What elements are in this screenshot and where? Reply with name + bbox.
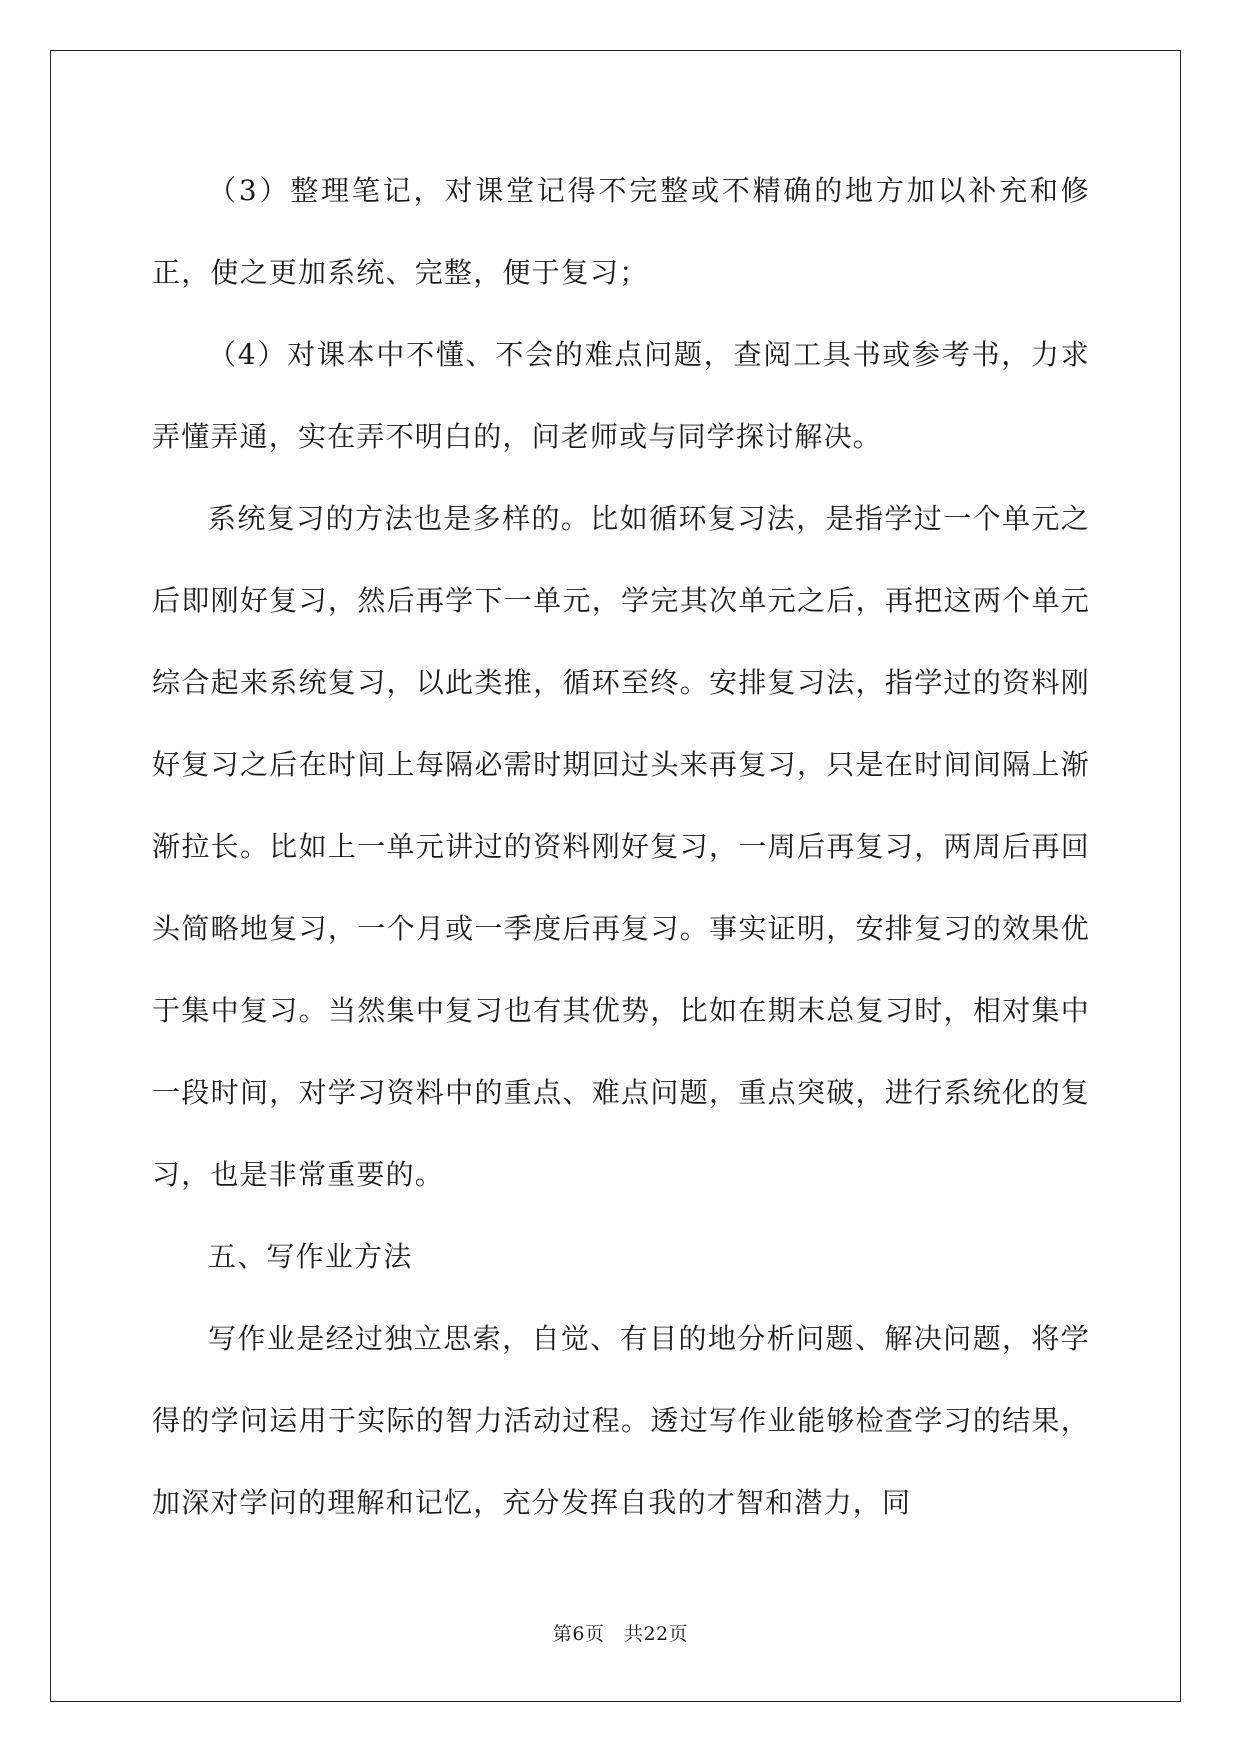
paragraph-difficult-problems: （4）对课本中不懂、不会的难点问题，查阅工具书或参考书，力求弄懂弄通，实在弄不明白的，问老师或与同学探讨解决。 [152,338,1090,453]
section-heading-homework: 五、写作业方法 [208,1240,413,1273]
page-number-footer: 第6页 共22页 [552,1623,689,1645]
paragraph-homework: 写作业是经过独立思索，自觉、有目的地分析问题、解决问题，将学得的学问运用于实际的智力活动过程。透过写作业能够检查学习的结果，加深对学问的理解和记忆，充分发挥自我的才智和潜力，同 [152,1322,1090,1519]
paragraph-review-methods: 系统复习的方法也是多样的。比如循环复习法，是指学过一个单元之后即刚好复习，然后再学下一单元，学完其次单元之后，再把这两个单元综合起来系统复习，以此类推，循环至终。安排复习法，指学过的资料刚好复习之后在时间上每隔必需时期回过头来再复习，只是在时间间隔上渐渐拉长。比如上一单元讲过的资料刚好复习，一周后再复习，两周后再回头简略地复习，一个月或一季度后再复习。事实证明，安排复习的效果优于集中复习。当然集中复习也有其优势，比如在期末总复习时，相对集中一段时间，对学习资料中的重点、难点问题，重点突破，进行系统化的复习，也是非常重要的。 [152,502,1090,1191]
paragraph-note-organizing: （3）整理笔记，对课堂记得不完整或不精确的地方加以补充和修正，使之更加系统、完整，便于复习； [152,174,1090,289]
document-body [152,150,1090,1544]
